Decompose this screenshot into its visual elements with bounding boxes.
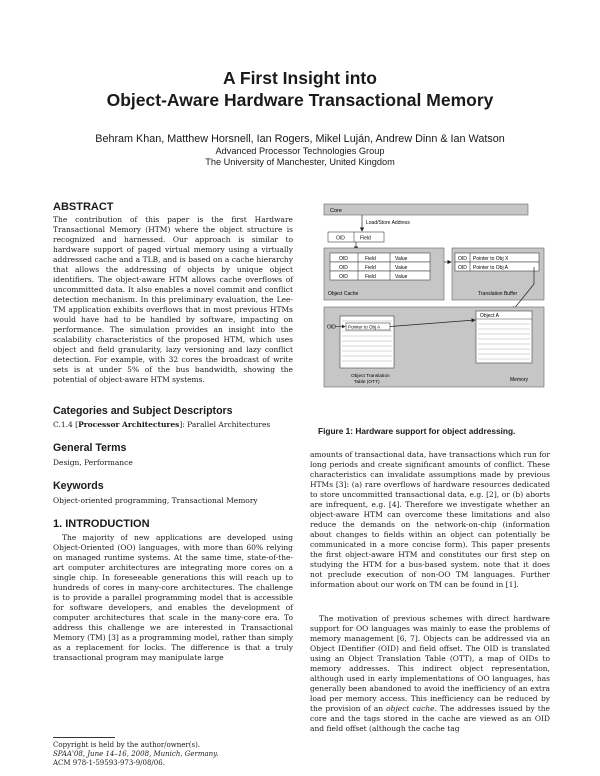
load-store-label: Load/Store Address	[366, 220, 410, 226]
categories-heading: Categories and Subject Descriptors	[53, 405, 233, 417]
abstract-text: The contribution of this paper is the first Hardware Transactional Memory (HTM) where the object structure is recognized and harnessed. Our approach is similar to hardware support of paged virtual memory using a virtually addressed cache and a TLB, and is based on a cache hierarchy that allows the addressing of objects by unique object identifiers. The object-aware HTM allows cache overflows of uncommitted data. It also enables a novel commit and conflict detection mechanism. In this preliminary evaluation, the Lee-TM application exhibits overflows that in most previous HTMs would have had to be handled by software, impacting on performance. The simulation provides an insight into the scalability characteristics of the proposed HTM, which uses object and field granularity, lazy versioning and lazy conflict detection. For example, with 32 cores the broadcast of write sets is at under 5% of the bus bandwidth, showing the potential of object-aware HTM systems.	[53, 215, 293, 384]
intro-heading: 1. INTRODUCTION	[53, 518, 150, 530]
figure-diagram	[318, 200, 548, 412]
categories-text	[53, 420, 293, 430]
address-field: Field	[360, 235, 371, 242]
footnote-acm: ACM 978-1-59593-973-9/08/06.	[53, 759, 165, 767]
cache-value-2: Value	[395, 265, 408, 271]
keywords-heading: Keywords	[53, 480, 104, 492]
general-terms-text: Design, Performance	[53, 458, 133, 467]
cache-oid-2: OID	[339, 265, 348, 271]
core-box	[324, 204, 528, 215]
author-list: Behram Khan, Matthew Horsnell, Ian Rogers, Mikel Luján, Andrew Dinn & Ian Watson	[95, 133, 505, 145]
right-paragraph-1: amounts of transactional data, have transactions which run for long periods and create significant amounts of conflict. These characteristics can invalidate assumptions made by previous HTMs [3]: (a) rare overflows of hardware resources dedicated to store uncommitted transactional data, e.g. [2], or (b) aborts are infrequent, e.g. [4]. Therefore we investigate whether an object-aware HTM can overcome these limitations and also reduce the demands on the network-on-chip (information about changes to fields within an object can potentially be communicated in a more concise form). This paper presents the first object-aware HTM and constitutes our first step on studying the HTM for a bus-based system. note that it does not preclude execution of non-OO TM languages. Further information about our work on TM can be found in [1].	[310, 450, 550, 589]
right-paragraph-2	[310, 614, 550, 734]
tb-pointer-2: Pointer to Obj A	[473, 265, 509, 271]
figure-caption: Figure 1: Hardware support for object addressing.	[318, 426, 516, 436]
keywords-text: Object-oriented programming, Transactional Memory	[53, 496, 258, 505]
memory-label: Memory	[510, 377, 529, 383]
core-label: Core	[330, 208, 342, 214]
cache-field-1: Field	[365, 256, 376, 262]
cache-value-1: Value	[395, 256, 408, 262]
paper-title-line-1: A First Insight into	[223, 68, 377, 88]
cache-oid-1: OID	[339, 256, 348, 262]
cache-field-3: Field	[365, 274, 376, 280]
cache-field-2: Field	[365, 265, 376, 271]
tb-oid-2: OID	[458, 265, 467, 271]
ott-oid: OID	[327, 324, 336, 331]
footnote	[53, 741, 293, 768]
cache-oid-3: OID	[339, 274, 348, 280]
cache-value-3: Value	[395, 274, 408, 280]
object-cache-term: object cache	[386, 704, 435, 713]
ott-pointer: Pointer to Obj A	[348, 324, 381, 330]
translation-buffer-label: Translation Buffer	[478, 291, 518, 297]
general-terms-heading: General Terms	[53, 442, 127, 454]
ott-label-line-1: Object Translation	[351, 374, 390, 379]
footnote-copyright: Copyright is held by the author/owner(s).	[53, 741, 201, 749]
tb-oid-1: OID	[458, 256, 467, 262]
object-cache-label: Object Cache	[328, 291, 359, 297]
abstract-heading: ABSTRACT	[53, 201, 114, 213]
right-paragraph-2-end: . The addresses issued by the core and the tags stored in the cache are viewed as an OID and field offset (although the cache tag	[310, 704, 550, 733]
right-paragraph-2-start: The motivation of previous schemes with direct hardware support for OO languages was mainly to ease the problems of memory management [6, 7]. Objects can be addressed via an Object IDentifier (OID) and field offset. The OID is translated using an Object Translation Table (OTT), a map of OIDs to memory addresses. This indirect object representation, although used in early implementations of OO languages, has generally been abandoned to avoid the inefficiency of an extra load per memory access. This inefficiency can be reduced by the provision of an	[310, 614, 550, 713]
address-oid: OID	[336, 235, 345, 242]
affiliation-university: The University of Manchester, United Kingdom	[205, 157, 395, 167]
affiliation-group: Advanced Processor Technologies Group	[215, 146, 385, 156]
categories-rest: ]: Parallel Architectures	[179, 420, 271, 429]
categories-code: C.1.4 [	[53, 420, 79, 429]
intro-text: The majority of new applications are developed using Object-Oriented (OO) languages, with more than 60% relying on managed runtime systems. At the same time, state-of-the-art computer architectures are integrating more cores on a single chip. In foreseeable generations this will reach up to hundreds of cores in many-core architectures. The challenge is to provide a parallel programming model that is accessible for software developers, and enables the development of computer architectures that scale in the many-core era. To address this challenge we are interested in Transactional Memory (TM) [3] as a programming model, rather than simply as a replacement for locks. The difference is that a truly transactional program may manipulate large	[53, 533, 293, 662]
categories-bold: Processor Architectures	[78, 420, 180, 429]
paper-title-line-2: Object-Aware Hardware Transactional Memory	[106, 90, 494, 110]
tb-pointer-1: Pointer to Obj X	[473, 256, 509, 262]
ott-label-line-2: Table (OTT)	[354, 380, 380, 385]
footnote-rule	[53, 737, 115, 738]
footnote-venue: SPAA'08, June 14–16, 2008, Munich, Germany.	[53, 750, 219, 758]
object-a-label: Object A	[480, 313, 499, 319]
